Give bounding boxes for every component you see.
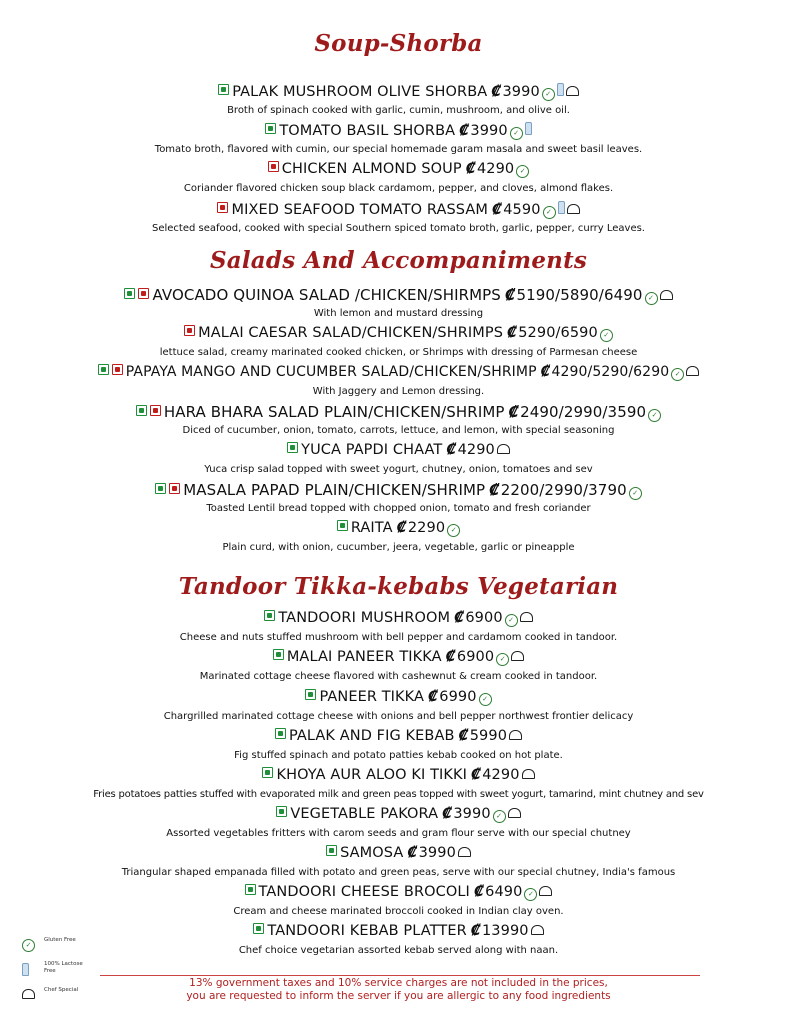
- legend-gluten-free: [14, 937, 94, 959]
- currency-icon: ₡: [470, 923, 481, 939]
- gluten-free-icon: ✓: [447, 524, 460, 537]
- menu-item: [0, 325, 797, 342]
- menu-item: [0, 364, 797, 381]
- item-price: 3990: [470, 123, 508, 139]
- item-name: TANDOORI CHEESE BROCOLI: [258, 884, 470, 900]
- item-price: 2200/2990/3790: [500, 481, 627, 499]
- item-name: MALAI PANEER TIKKA: [286, 649, 442, 665]
- item-name: PALAK MUSHROOM OLIVE SHORBA: [232, 84, 488, 100]
- footer-divider: [100, 975, 700, 976]
- nonveg-marker-icon: [169, 483, 180, 494]
- item-description: Coriander flavored chicken soup black cardamom, pepper, and cloves, almond flakes.: [183, 183, 614, 194]
- item-price: 6990: [439, 689, 477, 705]
- item-description: Fig stuffed spinach and potato patties kebab cooked on hot plate.: [234, 750, 563, 761]
- item-price: 5290/6590: [518, 325, 598, 341]
- menu-item: [0, 286, 797, 305]
- nonveg-marker-icon: [217, 202, 228, 213]
- item-description: Triangular shaped empanada filled with potato and green peas, serve with our special chutney, India's famous: [121, 867, 676, 878]
- item-description: Chargrilled marinated cottage cheese with onions and bell pepper northwest frontier delicacy: [163, 711, 634, 722]
- menu-item: [0, 689, 797, 706]
- lactose-free-icon: [557, 83, 564, 96]
- menu-item: [0, 767, 797, 783]
- gluten-free-icon: ✓: [516, 165, 529, 178]
- item-name: PANEER TIKKA: [319, 689, 425, 705]
- item-name: SAMOSA: [340, 845, 404, 861]
- currency-icon: ₡: [445, 649, 456, 665]
- menu-item: [0, 161, 797, 178]
- currency-icon: ₡: [396, 520, 407, 536]
- chef-special-icon: [509, 730, 522, 740]
- veg-marker-icon: [264, 610, 275, 621]
- item-name: HARA BHARA SALAD PLAIN/CHICKEN/SHRIMP: [163, 403, 505, 421]
- legend-label: Chef Special: [44, 987, 79, 993]
- item-description: Selected seafood, cooked with special Southern spiced tomato broth, garlic, pepper, curry Leaves.: [151, 223, 645, 234]
- gluten-free-icon: ✓: [510, 127, 523, 140]
- currency-icon: ₡: [504, 286, 516, 304]
- item-description: lettuce salad, creamy marinated cooked chicken, or Shrimps with dressing of Parmesan cheese: [159, 347, 638, 358]
- item-name: CHICKEN ALMOND SOUP: [281, 161, 462, 177]
- legend-label: Gluten Free: [44, 937, 76, 943]
- gluten-free-icon: ✓: [542, 88, 555, 101]
- veg-marker-icon: [218, 84, 229, 95]
- veg-marker-icon: [262, 767, 273, 778]
- item-name: TANDOORI KEBAB PLATTER: [267, 923, 467, 939]
- veg-marker-icon: [287, 442, 298, 453]
- currency-icon: ₡: [540, 364, 551, 380]
- currency-icon: ₡: [454, 610, 465, 626]
- currency-icon: ₡: [507, 325, 518, 341]
- section-title-tandoor: Tandoor Tikka-kebabs Vegetarian: [178, 573, 619, 600]
- item-description: Chef choice vegetarian assorted kebab served along with naan.: [238, 945, 559, 956]
- section-title-soup: Soup-Shorba: [314, 30, 483, 57]
- chef-special-icon: [497, 444, 510, 454]
- menu-item: [0, 442, 797, 458]
- item-description: Assorted vegetables fritters with carom seeds and gram flour serve with our special chutney: [166, 828, 631, 839]
- item-price: 3990: [418, 845, 456, 861]
- currency-icon: ₡: [492, 202, 503, 218]
- veg-marker-icon: [265, 123, 276, 134]
- item-price: 5990: [469, 728, 508, 744]
- veg-marker-icon: [337, 520, 348, 531]
- currency-icon: ₡: [428, 689, 439, 705]
- item-name: MASALA PAPAD PLAIN/CHICKEN/SHRIMP: [183, 481, 486, 499]
- item-price: 2290: [407, 520, 446, 536]
- gluten-free-icon: ✓: [645, 292, 658, 305]
- veg-marker-icon: [253, 923, 264, 934]
- currency-icon: ₡: [508, 403, 520, 421]
- item-description: Yuca crisp salad topped with sweet yogurt, chutney, onion, tomatoes and sev: [204, 464, 593, 475]
- item-description: Plain curd, with onion, cucumber, jeera, vegetable, garlic or pineapple: [222, 542, 575, 553]
- lactose-free-icon: [525, 122, 532, 135]
- gluten-free-icon: ✓: [524, 888, 537, 901]
- currency-icon: ₡: [491, 84, 502, 100]
- nonveg-marker-icon: [112, 364, 123, 375]
- chef-special-icon: [508, 808, 521, 818]
- item-price: 3990: [453, 806, 491, 822]
- veg-marker-icon: [245, 884, 256, 895]
- veg-marker-icon: [276, 806, 287, 817]
- item-description: Marinated cottage cheese flavored with cashewnut & cream cooked in tandoor.: [199, 671, 598, 682]
- menu-item: [0, 83, 797, 101]
- veg-marker-icon: [326, 845, 337, 856]
- veg-marker-icon: [305, 689, 316, 700]
- menu-item: [0, 201, 797, 219]
- menu-item: [0, 884, 797, 901]
- lactose-free-icon: [558, 201, 565, 214]
- currency-icon: ₡: [465, 161, 476, 177]
- menu-item: [0, 728, 797, 744]
- item-price: 4290: [476, 161, 515, 177]
- item-description: With Jaggery and Lemon dressing.: [312, 386, 485, 397]
- menu-item: [0, 481, 797, 500]
- footer-note-line2: you are requested to inform the server if you are allergic to any food ingredients: [186, 990, 611, 1002]
- chef-special-icon: [567, 204, 580, 214]
- item-price: 2490/2990/3590: [520, 403, 647, 421]
- item-description: Toasted Lentil bread topped with chopped onion, tomato and fresh coriander: [206, 503, 591, 514]
- currency-icon: ₡: [473, 884, 485, 900]
- veg-marker-icon: [273, 649, 284, 660]
- currency-icon: ₡: [458, 728, 469, 744]
- menu-item: [0, 403, 797, 422]
- item-description: Fries potatoes patties stuffed with evaporated milk and green peas topped with sweet yogurt, tamarind, mint chutney and sev: [93, 789, 704, 800]
- item-name: TOMATO BASIL SHORBA: [279, 123, 456, 139]
- nonveg-marker-icon: [138, 288, 149, 299]
- footer-note-line1: 13% government taxes and 10% service charges are not included in the prices,: [189, 977, 608, 989]
- item-name: MALAI CAESAR SALAD/CHICKEN/SHRIMPS: [198, 325, 504, 341]
- currency-icon: ₡: [471, 767, 482, 783]
- chef-special-icon: [566, 86, 579, 96]
- item-price: 4590: [503, 202, 541, 218]
- menu-item: [0, 610, 797, 627]
- chef-special-icon: [531, 925, 544, 935]
- gluten-free-icon: ✓: [543, 206, 556, 219]
- nonveg-marker-icon: [184, 325, 195, 336]
- item-description: Tomato broth, flavored with cumin, our special homemade garam masala and sweet basil leaves.: [154, 144, 643, 155]
- chef-special-icon: [686, 366, 699, 376]
- item-name: PAPAYA MANGO AND CUCUMBER SALAD/CHICKEN/SHRIMP: [125, 364, 537, 380]
- item-name: MIXED SEAFOOD TOMATO RASSAM: [231, 202, 489, 218]
- item-description: Cream and cheese marinated broccoli cooked in Indian clay oven.: [233, 906, 564, 917]
- item-price: 6490: [485, 884, 523, 900]
- chef-special-icon: [511, 651, 524, 661]
- nonveg-marker-icon: [150, 405, 161, 416]
- veg-marker-icon: [124, 288, 135, 299]
- item-name: VEGETABLE PAKORA: [290, 806, 439, 822]
- gluten-free-icon: ✓: [479, 693, 492, 706]
- item-description: Diced of cucumber, onion, tomato, carrots, lettuce, and lemon, with special seasoning: [182, 425, 615, 436]
- item-price: 4290: [482, 767, 520, 783]
- gluten-free-icon: ✓: [600, 329, 613, 342]
- item-description: Cheese and nuts stuffed mushroom with bell pepper and cardamom cooked in tandoor.: [179, 632, 618, 643]
- currency-icon: ₡: [407, 845, 418, 861]
- item-price: 3990: [502, 84, 540, 100]
- item-name: PALAK AND FIG KEBAB: [288, 728, 455, 744]
- item-name: YUCA PAPDI CHAAT: [301, 442, 443, 458]
- section-title-salads: Salads And Accompaniments: [209, 247, 588, 274]
- chef-special-icon: [522, 769, 535, 779]
- item-description: With lemon and mustard dressing: [313, 308, 484, 319]
- currency-icon: ₡: [442, 806, 453, 822]
- item-name: TANDOORI MUSHROOM: [278, 610, 451, 626]
- veg-marker-icon: [98, 364, 109, 375]
- item-price: 5190/5890/6490: [516, 286, 643, 304]
- gluten-free-icon: ✓: [496, 653, 509, 666]
- currency-icon: ₡: [459, 123, 470, 139]
- chef-special-icon: [660, 290, 673, 300]
- menu-item: [0, 845, 797, 861]
- legend-label: 100% Lactose Free: [44, 961, 83, 974]
- veg-marker-icon: [155, 483, 166, 494]
- menu-item: [0, 520, 797, 537]
- chef-special-icon: [458, 847, 471, 857]
- veg-marker-icon: [136, 405, 147, 416]
- chef-special-icon: [539, 886, 552, 896]
- gluten-free-icon: ✓: [493, 810, 506, 823]
- gluten-free-icon: ✓: [671, 368, 684, 381]
- nonveg-marker-icon: [268, 161, 279, 172]
- menu-item: [0, 649, 797, 666]
- item-price: 4290: [457, 442, 495, 458]
- item-price: 4290/5290/6290: [551, 364, 670, 380]
- gluten-free-icon: ✓: [22, 939, 35, 952]
- gluten-free-icon: ✓: [629, 487, 642, 500]
- item-price: 6900: [456, 649, 495, 665]
- item-price: 13990: [481, 923, 529, 939]
- veg-marker-icon: [275, 728, 286, 739]
- currency-icon: ₡: [489, 481, 500, 499]
- lactose-free-icon: [22, 963, 29, 976]
- chef-special-icon: [520, 612, 533, 622]
- menu-item: [0, 806, 797, 823]
- item-name: RAITA: [350, 520, 393, 536]
- item-description: Broth of spinach cooked with garlic, cumin, mushroom, and olive oil.: [227, 105, 570, 116]
- menu-item: [0, 923, 797, 939]
- item-name: KHOYA AUR ALOO KI TIKKI: [276, 767, 468, 783]
- item-price: 6900: [465, 610, 503, 626]
- currency-icon: ₡: [446, 442, 457, 458]
- gluten-free-icon: ✓: [648, 409, 661, 422]
- menu-item: [0, 122, 797, 140]
- item-name: AVOCADO QUINOA SALAD /CHICKEN/SHIRMPS: [152, 286, 501, 304]
- gluten-free-icon: ✓: [505, 614, 518, 627]
